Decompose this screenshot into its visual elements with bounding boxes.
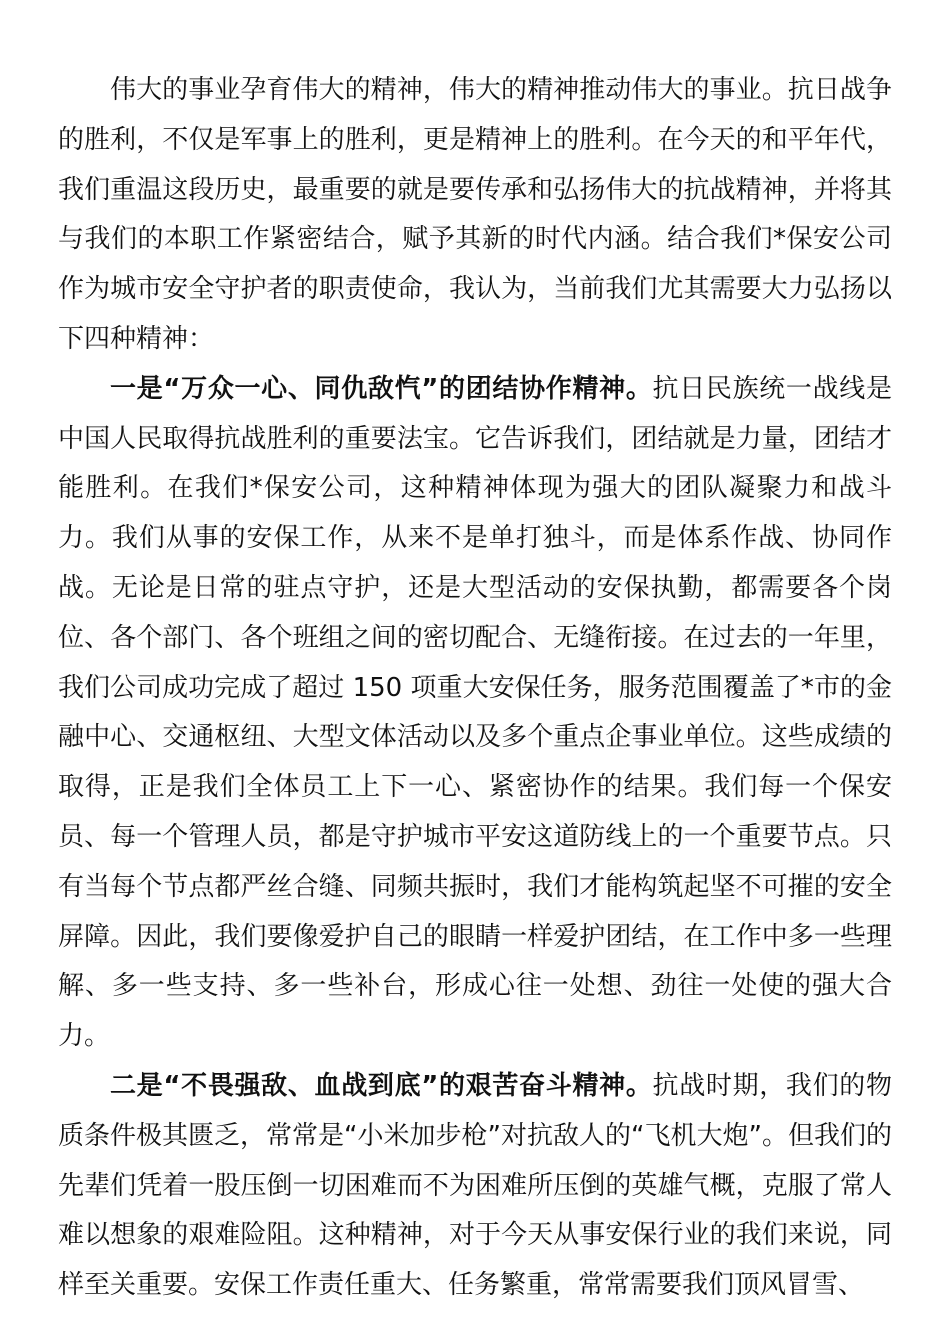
document-body <box>58 66 892 1311</box>
paragraph-lead: 一是“万众一心、同仇敌忾”的团结协作精神。 <box>110 373 653 404</box>
paragraph-unity-spirit <box>58 365 892 1062</box>
paragraph-text: 抗日民族统一战线是中国人民取得抗战胜利的重要法宝。它告诉我们，团结就是力量，团结才能胜利。在我们*保安公司，这种精神体现为强大的团队凝聚力和战斗力。我们从事的安保工作，从来不是单打独斗，而是体系作战、协同作战。无论是日常的驻点守护，还是大型活动的安保执勤，都需要各个岗位、各个部门、各个班组之间的密切配合、无缝衔接。在过去的一年里，我们公司成功完成了超过 150 项重大安保任务，服务范围覆盖了*市的金融中心、交通枢纽、大型文体活动以及多个重点企事业单位。这些成绩的取得，正是我们全体员工上下一心、紧密协作的结果。我们每一个保安员、每一个管理人员，都是守护城市平安这道防线上的一个重要节点。只有当每个节点都严丝合缝、同频共振时，我们才能构筑起坚不可摧的安全屏障。因此，我们要像爱护自己的眼睛一样爱护团结，在工作中多一些理解、多一些支持、多一些补台，形成心往一处想、劲往一处使的强大合力。 <box>58 373 892 1052</box>
paragraph-intro <box>58 66 892 365</box>
paragraph-text: 抗战时期，我们的物质条件极其匮乏，常常是“小米加步枪”对抗敌人的“飞机大炮”。但我们的先辈们凭着一股压倒一切困难而不为困难所压倒的英雄气概，克服了常人难以想象的艰难险阻。这种精神，对于今天从事安保行业的我们来说，同样至关重要。安保工作责任重大、任务繁重，常常需要我们顶风冒雪、 <box>58 1070 892 1301</box>
paragraph-hard-work-spirit <box>58 1062 892 1311</box>
paragraph-lead: 二是“不畏强敌、血战到底”的艰苦奋斗精神。 <box>110 1070 653 1101</box>
paragraph-text: 伟大的事业孕育伟大的精神，伟大的精神推动伟大的事业。抗日战争的胜利，不仅是军事上的胜利，更是精神上的胜利。在今天的和平年代，我们重温这段历史，最重要的就是要传承和弘扬伟大的抗战精神，并将其与我们的本职工作紧密结合，赋予其新的时代内涵。结合我们*保安公司作为城市安全守护者的职责使命，我认为，当前我们尤其需要大力弘扬以下四种精神： <box>58 75 892 354</box>
